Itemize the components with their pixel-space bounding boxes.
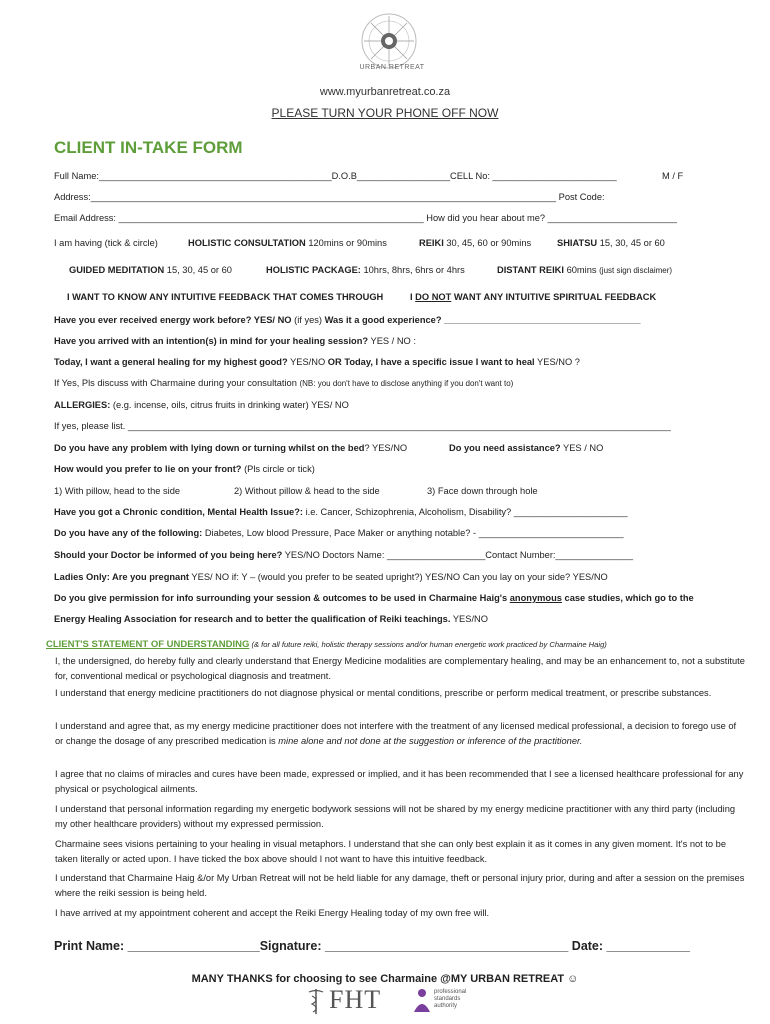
brand-name: URBAN RETREAT [359,64,425,71]
question-healing-type[interactable] [54,357,580,367]
option-label: REIKI [419,238,444,248]
q-text: YES/NO [287,357,328,367]
thanks-message: MANY THANKS for choosing to see Charmaine @MY URBAN RETREAT ☺ [191,973,579,985]
urban-retreat-logo [360,12,418,70]
q-text: Was it a good experience? ______________________________________ [324,315,641,325]
option-reiki[interactable] [419,238,531,248]
question-intention[interactable] [54,336,416,346]
statement-para-1: I, the undersigned, do hereby fully and clearly understand that Energy Medicine modalities are complementary healing, and may be an enhancement to, not a substitute for, conventional medical or psychological diagnosis and treatment. [55,656,745,681]
question-doctor[interactable] [54,550,633,560]
question-allergies[interactable] [54,400,349,410]
q-text: Ladies Only: Are you pregnant [54,572,189,582]
full-name-row[interactable] [54,171,617,181]
q-text: (e.g. incense, oils, citrus fruits in drinking water) YES/ NO [110,400,349,410]
statement-heading: CLIENT'S STATEMENT OF UNDERSTANDING [46,639,250,650]
q-text: Have you arrived with an intention(s) in mind for your healing session? [54,336,369,346]
question-conditions[interactable] [54,528,624,538]
lie-option-1[interactable]: 1) With pillow, head to the side [54,486,181,496]
q-text: Should your Doctor be informed of you being here? [54,550,283,560]
feedback-want-option[interactable]: I WANT TO KNOW ANY INTUITIVE FEEDBACK THAT COMES THROUGH [67,292,384,302]
option-holistic-consultation[interactable] [188,238,387,248]
option-detail: 30, 45, 60 or 90mins [443,238,532,248]
option-distant-reiki[interactable] [497,265,672,275]
statement-note: (& for all future reiki, holistic therapy sessions and/or human energetic work practiced by Charmaine Haig) [249,640,607,649]
q-text: YES/NO [450,614,488,624]
option-label: DISTANT REIKI [497,265,564,275]
option-detail: 15, 30, 45 or 60 [164,265,232,275]
statement-para-8: I have arrived at my appointment coherent and accept the Reiki Energy Healing today of my own free will. [55,908,490,918]
text: WANT ANY INTUITIVE SPIRITUAL FEEDBACK [451,292,657,302]
q-text-emphasis: anonymous [509,593,562,603]
q-text: (Pls circle or tick) [241,464,315,474]
q-text: Energy Healing Association for research and to better the qualification of Reiki teachings. [54,614,451,624]
website-url: www.myurbanretreat.co.za [319,86,451,98]
fht-logo: FHT [329,985,382,1014]
lie-option-3[interactable]: 3) Face down through hole [427,486,538,496]
question-chronic-condition[interactable] [54,507,628,517]
option-label: HOLISTIC CONSULTATION [188,238,306,248]
statement-header [46,634,607,652]
q-text: Do you have any problem with lying down or turning whilst on the bed [54,443,365,453]
option-detail: 10hrs, 8hrs, 6hrs or 4hrs [360,265,465,275]
q-text: Do you need assistance? [449,443,561,453]
gender-options[interactable]: M / F [662,171,684,181]
question-lie-preference [54,464,315,474]
option-label: HOLISTIC PACKAGE: [266,265,361,275]
question-assistance[interactable] [449,443,603,453]
form-title: CLIENT IN-TAKE FORM [54,138,243,157]
q-text: case studies, which go to the [561,593,694,603]
statement-para-2: I understand that energy medicine practitioners do not diagnose physical or mental conditions, prescribe or perform medical treatment, or prescribe substances. [55,688,712,698]
q-text: (if yes) [291,315,325,325]
option-shiatsu[interactable] [557,238,665,248]
q-text: ALLERGIES: [54,400,111,410]
statement-para-7: I understand that Charmaine Haig &/or My Urban Retreat will not be held liable for any damage, theft or personal injury prior, during and after a session on the premises where the reiki session is being held. [55,873,745,898]
q-text: YES/NO Doctors Name: ___________________Contact Number:_______________ [282,550,634,560]
lie-option-2[interactable]: 2) Without pillow & head to the side [234,486,380,496]
footer-logos [305,987,485,1017]
psa-logo-text: professional standards authority [434,989,467,1009]
statement-para-5: I understand that personal information regarding my energetic bodywork sessions will not be shared by my energy medicine practitioner with any third party (including my other healthcare providers) without my expressed permission. [55,804,736,829]
q-text: Have you ever received energy work before? YES/ NO [54,315,292,325]
q-text: OR Today, I have a specific issue I want to heal [327,357,535,367]
option-label: GUIDED MEDITATION [69,265,165,275]
phone-notice: PLEASE TURN YOUR PHONE OFF NOW [271,106,499,120]
q-text: Do you give permission for info surrounding your session & outcomes to be used in Charmaine Haig's [54,593,510,603]
caduceus-icon [307,987,325,1015]
option-guided-meditation[interactable] [69,265,232,275]
allergies-list-field[interactable]: If yes, please list. _________________________________________________________________________________________________________ [54,421,671,431]
option-detail: 60mins [563,265,600,275]
text: I [410,292,416,302]
question-pregnant[interactable] [54,572,608,582]
option-label: SHIATSU [557,238,598,248]
q-text: YES/NO ? [534,357,580,367]
statement-para-4: I agree that no claims of miracles and cures have been made, expressed or implied, and it has been recommended that I see a licensed healthcare professional for any physical or psychological ailments. [55,769,744,794]
question-lying-down[interactable] [54,443,407,453]
para-text: I understand and agree that, as my energy medicine practitioner does not interfere with the treatment of any licensed medical professional, a decision to forego use of or change the dosage of any prescribed medication is [55,721,737,746]
option-detail: 15, 30, 45 or 60 [597,238,665,248]
q-text: YES / NO [560,443,604,453]
q-text: ? YES/NO [364,443,408,453]
para-italic: mine alone and not done at the suggestion or inference of the practitioner. [278,735,583,746]
q-note: (NB: you don't have to disclose anything if you don't want to) [299,379,514,388]
q-text: If Yes, Pls discuss with Charmaine during your consultation [54,378,300,388]
q-text: Do you have any of the following: [54,528,203,538]
signature-line[interactable]: Print Name: ___________________Signature: ___________________________________ Date: ____________ [54,939,690,953]
full-name-field[interactable]: Full Name:_____________________________________________D.O.B__________________CELL No: ________________________ [54,171,617,181]
q-text: Today, I want a general healing for my highest good? [54,357,288,367]
q-text: YES / NO : [368,336,416,346]
email-field[interactable]: Email Address: ___________________________________________________________ How did you hear about me? _________________________ [54,213,677,223]
question-discuss-note [54,378,513,388]
option-note: (just sign disclaimer) [599,266,673,275]
services-intro: I am having (tick & circle) [54,238,158,248]
q-text: YES/ NO if: Y – (would you prefer to be seated upright?) YES/NO Can you lay on your side? YES/NO [189,572,608,582]
q-text: Diabetes, Low blood Pressure, Pace Maker or anything notable? - ____________________________ [202,528,624,538]
question-energy-work[interactable] [54,315,641,325]
address-field[interactable]: Address:__________________________________________________________________________________________ Post Code: [54,192,605,202]
q-text: How would you prefer to lie on your front? [54,464,242,474]
option-detail: 120mins or 90mins [305,238,387,248]
feedback-dont-want-option[interactable] [410,292,656,302]
q-text: Have you got a Chronic condition, Mental Health Issue?: [54,507,303,517]
q-text: i.e. Cancer, Schizophrenia, Alcoholism, Disability? ______________________ [302,507,628,517]
option-holistic-package[interactable] [266,265,465,275]
psa-person-icon [412,988,432,1014]
text-emphasis: DO NOT [415,292,452,302]
question-permission[interactable] [54,593,694,603]
statement-para-6: Charmaine sees visions pertaining to your healing in visual metaphors. I understand that she can only best explain it as it comes in any given moment. It's not to be taken literally or acted upon. I have ticked the box above should I not want to have this intuitive feedback. [55,839,727,864]
statement-para-3 [55,719,745,748]
question-permission-cont[interactable] [54,614,488,624]
